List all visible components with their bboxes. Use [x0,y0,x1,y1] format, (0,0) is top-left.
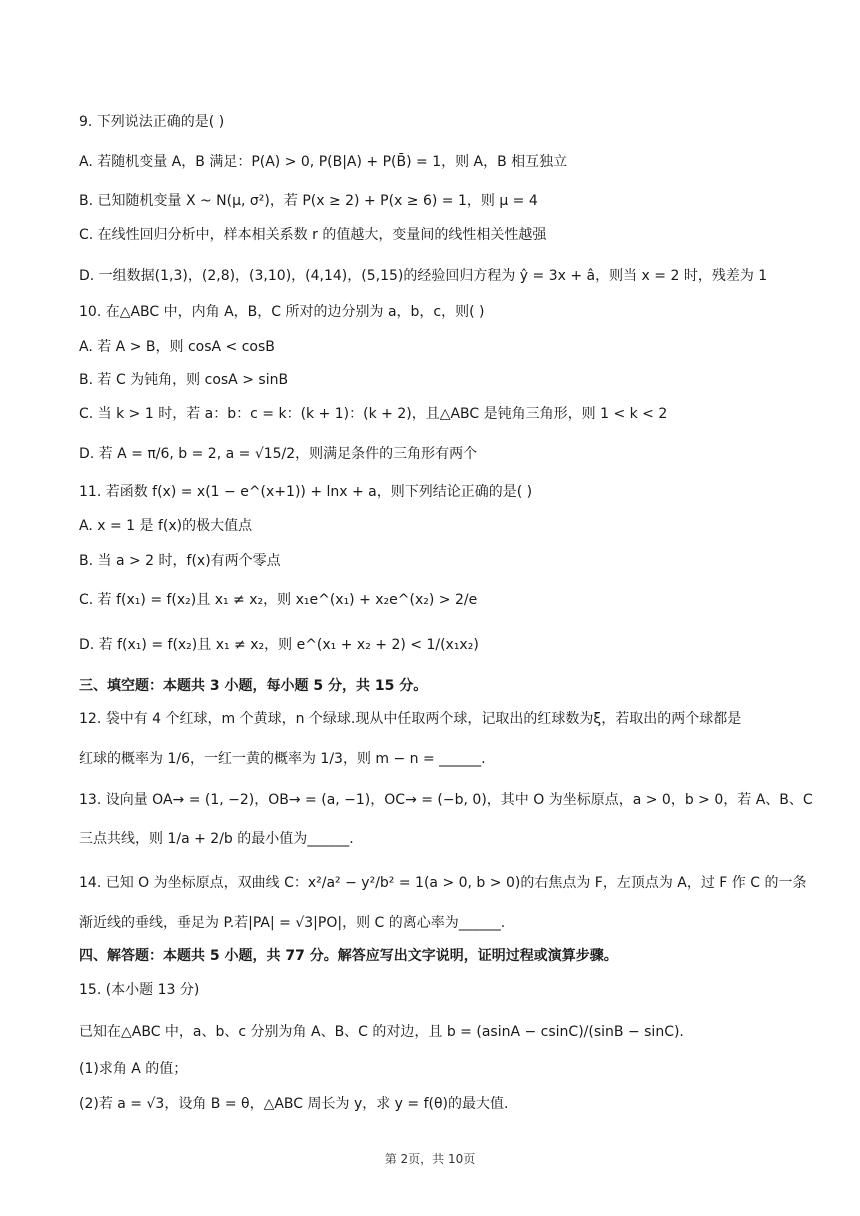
question-10-option-c: C. 当 k > 1 时，若 a：b：c = k：(k + 1)：(k + 2)，且△ABC 是钝角三角形，则 1 < k < 2 [79,406,668,422]
question-9-stem: 9. 下列说法正确的是( ) [79,114,225,130]
question-14-line-2: 渐近线的垂线，垂足为 P.若|PA| = √3|PO|，则 C 的离心率为______. [79,915,506,931]
question-9-option-a: A. 若随机变量 A，B 满足：P(A) > 0, P(B|A) + P(B̄) = 1，则 A，B 相互独立 [79,154,568,170]
question-12-line-2: 红球的概率为 1/6，一红一黄的概率为 1/3，则 m − n = ______. [79,751,486,767]
question-11-option-c: C. 若 f(x₁) = f(x₂)且 x₁ ≠ x₂，则 x₁e^(x₁) + x₂e^(x₂) > 2/e [79,592,478,608]
question-11-option-b: B. 当 a > 2 时，f(x)有两个零点 [79,553,281,569]
question-11-option-d: D. 若 f(x₁) = f(x₂)且 x₁ ≠ x₂，则 e^(x₁ + x₂ + 2) < 1/(x₁x₂) [79,637,479,653]
question-15-stem: 已知在△ABC 中，a、b、c 分别为角 A、B、C 的对边，且 b = (asinA − csinC)/(sinB − sinC). [79,1024,684,1040]
question-12-line-1: 12. 袋中有 4 个红球，m 个黄球，n 个绿球.现从中任取两个球，记取出的红球数为ξ，若取出的两个球都是 [79,711,742,727]
question-11-stem: 11. 若函数 f(x) = x(1 − e^(x+1)) + lnx + a，则下列结论正确的是( ) [79,484,533,500]
question-13-line-1: 13. 设向量 OA→ = (1, −2)，OB→ = (a, −1)，OC→ = (−b, 0)，其中 O 为坐标原点，a > 0，b > 0，若 A、B、C [79,792,813,808]
question-14-line-1: 14. 已知 O 为坐标原点，双曲线 C：x²/a² − y²/b² = 1(a > 0, b > 0)的右焦点为 F，左顶点为 A，过 F 作 C 的一条 [79,875,807,891]
page-footer: 第 2页，共 10页 [384,1152,476,1166]
question-10-option-d: D. 若 A = π/6, b = 2, a = √15/2，则满足条件的三角形有两个 [79,446,478,462]
section-fill-in-heading: 三、填空题：本题共 3 小题，每小题 5 分，共 15 分。 [79,678,428,694]
section-solutions-heading: 四、解答题：本题共 5 小题，共 77 分。解答应写出文字说明，证明过程或演算步骤。 [79,948,618,964]
question-9-option-b: B. 已知随机变量 X ~ N(μ, σ²)，若 P(x ≥ 2) + P(x ≥ 6) = 1，则 μ = 4 [79,193,538,209]
question-13-line-2: 三点共线，则 1/a + 2/b 的最小值为______. [79,831,354,847]
question-10-option-a: A. 若 A > B，则 cosA < cosB [79,339,275,355]
question-15-header: 15. (本小题 13 分) [79,982,200,998]
question-10-option-b: B. 若 C 为钝角，则 cosA > sinB [79,372,289,388]
question-10-stem: 10. 在△ABC 中，内角 A，B，C 所对的边分别为 a，b，c，则( ) [79,304,485,320]
question-11-option-a: A. x = 1 是 f(x)的极大值点 [79,518,253,534]
question-9-option-d: D. 一组数据(1,3)，(2,8)，(3,10)，(4,14)，(5,15)的经验回归方程为 ŷ = 3x + â，则当 x = 2 时，残差为 1 [79,268,768,284]
question-15-part-1: (1)求角 A 的值； [79,1061,188,1077]
question-9-option-c: C. 在线性回归分析中，样本相关系数 r 的值越大，变量间的线性相关性越强 [79,227,547,243]
question-15-part-2: (2)若 a = √3，设角 B = θ，△ABC 周长为 y，求 y = f(θ)的最大值. [79,1096,509,1112]
